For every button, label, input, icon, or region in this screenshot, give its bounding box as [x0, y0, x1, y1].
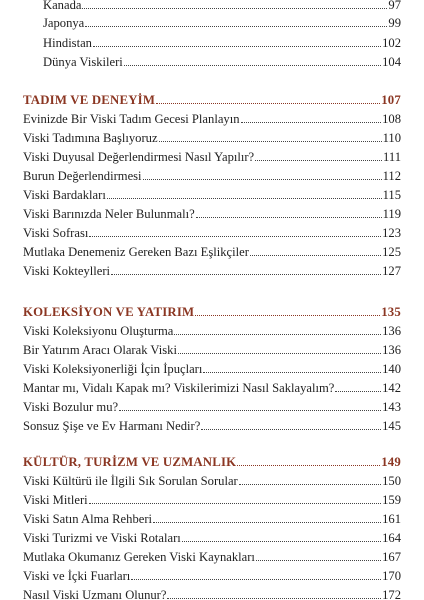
- toc-entry[interactable]: [23, 415, 401, 433]
- toc-entry-page-number: 123: [382, 226, 401, 241]
- toc-entry-page-number: 164: [382, 530, 401, 545]
- toc-entry-page-number: 161: [382, 511, 401, 526]
- toc-entry-label: Mutlaka Denemeniz Gereken Bazı Eşlikçiler: [23, 245, 249, 260]
- toc-entry-page-number: 172: [382, 588, 401, 600]
- dot-leader: [93, 46, 381, 47]
- dot-leader: [182, 541, 381, 542]
- toc-subitem[interactable]: [43, 51, 401, 69]
- toc-entry-label: Mutlaka Okumanız Gereken Viski Kaynakları: [23, 549, 255, 564]
- toc-entry-label: Viski Tadımına Başlıyoruz: [23, 130, 158, 145]
- dot-leader: [89, 503, 381, 504]
- toc-entry[interactable]: [23, 241, 401, 259]
- dot-leader: [82, 8, 387, 9]
- toc-entry-label: Viski ve İçki Fuarları: [23, 569, 131, 583]
- section-heading-page-number: 107: [381, 93, 401, 107]
- toc-entry-label: Viski Bozulur mu?: [23, 399, 119, 414]
- toc-subitem-page-number: 102: [382, 36, 401, 50]
- toc-entry-label: Mantar mı, Vidalı Kapak mı? Viskilerimizi Nasıl Saklayalım?: [23, 380, 335, 395]
- toc-entry[interactable]: [23, 489, 401, 507]
- toc-entry-page-number: 112: [382, 168, 401, 183]
- toc-subitem-label: Hindistan: [43, 36, 92, 50]
- dot-leader: [203, 372, 381, 373]
- section-heading-label: KOLEKSİYON VE YATIRIM: [23, 305, 195, 319]
- dot-leader: [85, 26, 387, 27]
- dot-leader: [119, 410, 381, 411]
- toc-entry-label: Viski Barınızda Neler Bulunmalı?: [23, 207, 195, 221]
- dot-leader: [256, 560, 381, 561]
- toc-subitem-page-number: 99: [388, 16, 401, 30]
- toc-entry[interactable]: [23, 222, 401, 240]
- dot-leader: [131, 579, 381, 580]
- toc-entry[interactable]: [23, 396, 401, 414]
- toc-entry-page-number: 136: [382, 342, 401, 357]
- toc-entry-label: Viski Sofrası: [23, 226, 89, 241]
- toc-entry[interactable]: [23, 508, 401, 526]
- toc-entry-label: Evinizde Bir Viski Tadım Gecesi Planlayın: [23, 111, 240, 126]
- toc-entry-page-number: 115: [382, 187, 401, 202]
- section-heading-page-number: 149: [381, 455, 401, 469]
- toc-entry[interactable]: [23, 203, 401, 221]
- toc-entry[interactable]: [23, 165, 401, 183]
- section-heading-page-number: 135: [381, 305, 401, 319]
- section-heading-label: TADIM VE DENEYİM: [23, 93, 156, 107]
- toc-entry-page-number: 142: [382, 380, 401, 395]
- toc-entry[interactable]: [23, 108, 401, 126]
- toc-entry-page-number: 145: [382, 419, 401, 433]
- dot-leader: [239, 484, 381, 485]
- toc-entry[interactable]: [23, 546, 401, 564]
- toc-entry-page-number: 110: [382, 130, 401, 145]
- toc-subitem[interactable]: [43, 12, 401, 30]
- toc-entry[interactable]: [23, 184, 401, 202]
- toc-entry-label: Viski Duyusal Değerlendirmesi Nasıl Yapılır?: [23, 149, 255, 164]
- toc-entry-page-number: 167: [382, 549, 401, 564]
- section-heading[interactable]: [23, 89, 401, 107]
- toc-entry-label: Burun Değerlendirmesi: [23, 168, 142, 183]
- toc-entry-page-number: 111: [383, 149, 401, 164]
- toc-entry-page-number: 136: [382, 323, 401, 338]
- toc-entry[interactable]: [23, 470, 401, 488]
- toc-subitem-label: Kanada: [43, 0, 82, 12]
- dot-leader: [196, 217, 382, 218]
- toc-entry-label: Viski Koleksiyonu Oluşturma: [23, 323, 174, 338]
- toc-entry[interactable]: [23, 127, 401, 145]
- dot-leader: [143, 179, 382, 180]
- toc-entry[interactable]: [23, 377, 401, 395]
- toc-subitem-page-number: 97: [388, 0, 401, 12]
- dot-leader: [89, 236, 381, 237]
- dot-leader: [124, 65, 381, 66]
- dot-leader: [195, 315, 380, 316]
- toc-entry-page-number: 119: [382, 207, 401, 221]
- toc-entry-page-number: 150: [382, 473, 401, 488]
- toc-entry[interactable]: [23, 146, 401, 164]
- toc-entry-page-number: 140: [382, 361, 401, 376]
- toc-entry[interactable]: [23, 339, 401, 357]
- toc-entry-page-number: 108: [382, 111, 401, 126]
- dot-leader: [107, 198, 382, 199]
- toc-subitem[interactable]: [43, 32, 401, 50]
- toc-entry[interactable]: [23, 584, 401, 600]
- toc-entry-label: Viski Satın Alma Rehberi: [23, 511, 153, 526]
- dot-leader: [153, 522, 381, 523]
- dot-leader: [237, 465, 380, 466]
- toc-entry-page-number: 127: [382, 264, 401, 279]
- dot-leader: [167, 598, 381, 599]
- dot-leader: [255, 160, 382, 161]
- dot-leader: [250, 255, 381, 256]
- toc-subitem-label: Dünya Viskileri: [43, 55, 123, 69]
- toc-entry-label: Viski Kokteylleri: [23, 264, 111, 279]
- toc-entry-label: Viski Kültürü ile İlgili Sık Sorulan Sorular: [23, 473, 238, 488]
- dot-leader: [156, 103, 380, 104]
- section-heading-label: KÜLTÜR, TURİZM VE UZMANLIK: [23, 455, 237, 469]
- dot-leader: [335, 391, 381, 392]
- toc-subitem[interactable]: [43, 0, 401, 12]
- dot-leader: [178, 353, 381, 354]
- toc-entry[interactable]: [23, 358, 401, 376]
- toc-entry-label: Viski Mitleri: [23, 492, 88, 507]
- dot-leader: [201, 429, 381, 430]
- toc-entry-label: Bir Yatırım Aracı Olarak Viski: [23, 342, 177, 357]
- toc-entry[interactable]: [23, 260, 401, 278]
- toc-entry-label: Viski Bardakları: [23, 187, 106, 202]
- toc-subitem-label: Japonya: [43, 16, 85, 30]
- toc-subitem-page-number: 104: [382, 55, 401, 69]
- toc-entry[interactable]: [23, 565, 401, 583]
- toc-entry-label: Viski Koleksiyonerliği İçin İpuçları: [23, 361, 203, 376]
- toc-entry-page-number: 170: [382, 569, 401, 583]
- toc-entry[interactable]: [23, 320, 401, 338]
- toc-entry-label: Sonsuz Şişe ve Ev Harmanı Nedir?: [23, 419, 201, 433]
- section-heading[interactable]: [23, 451, 401, 469]
- dot-leader: [159, 141, 382, 142]
- dot-leader: [111, 274, 381, 275]
- dot-leader: [174, 334, 381, 335]
- toc-entry[interactable]: [23, 527, 401, 545]
- section-heading[interactable]: [23, 301, 401, 319]
- toc-entry-page-number: 143: [382, 399, 401, 414]
- toc-entry-label: Nasıl Viski Uzmanı Olunur?: [23, 588, 167, 600]
- dot-leader: [241, 122, 382, 123]
- toc-entry-label: Viski Turizmi ve Viski Rotaları: [23, 530, 181, 545]
- toc-entry-page-number: 159: [382, 492, 401, 507]
- toc-entry-page-number: 125: [382, 245, 401, 260]
